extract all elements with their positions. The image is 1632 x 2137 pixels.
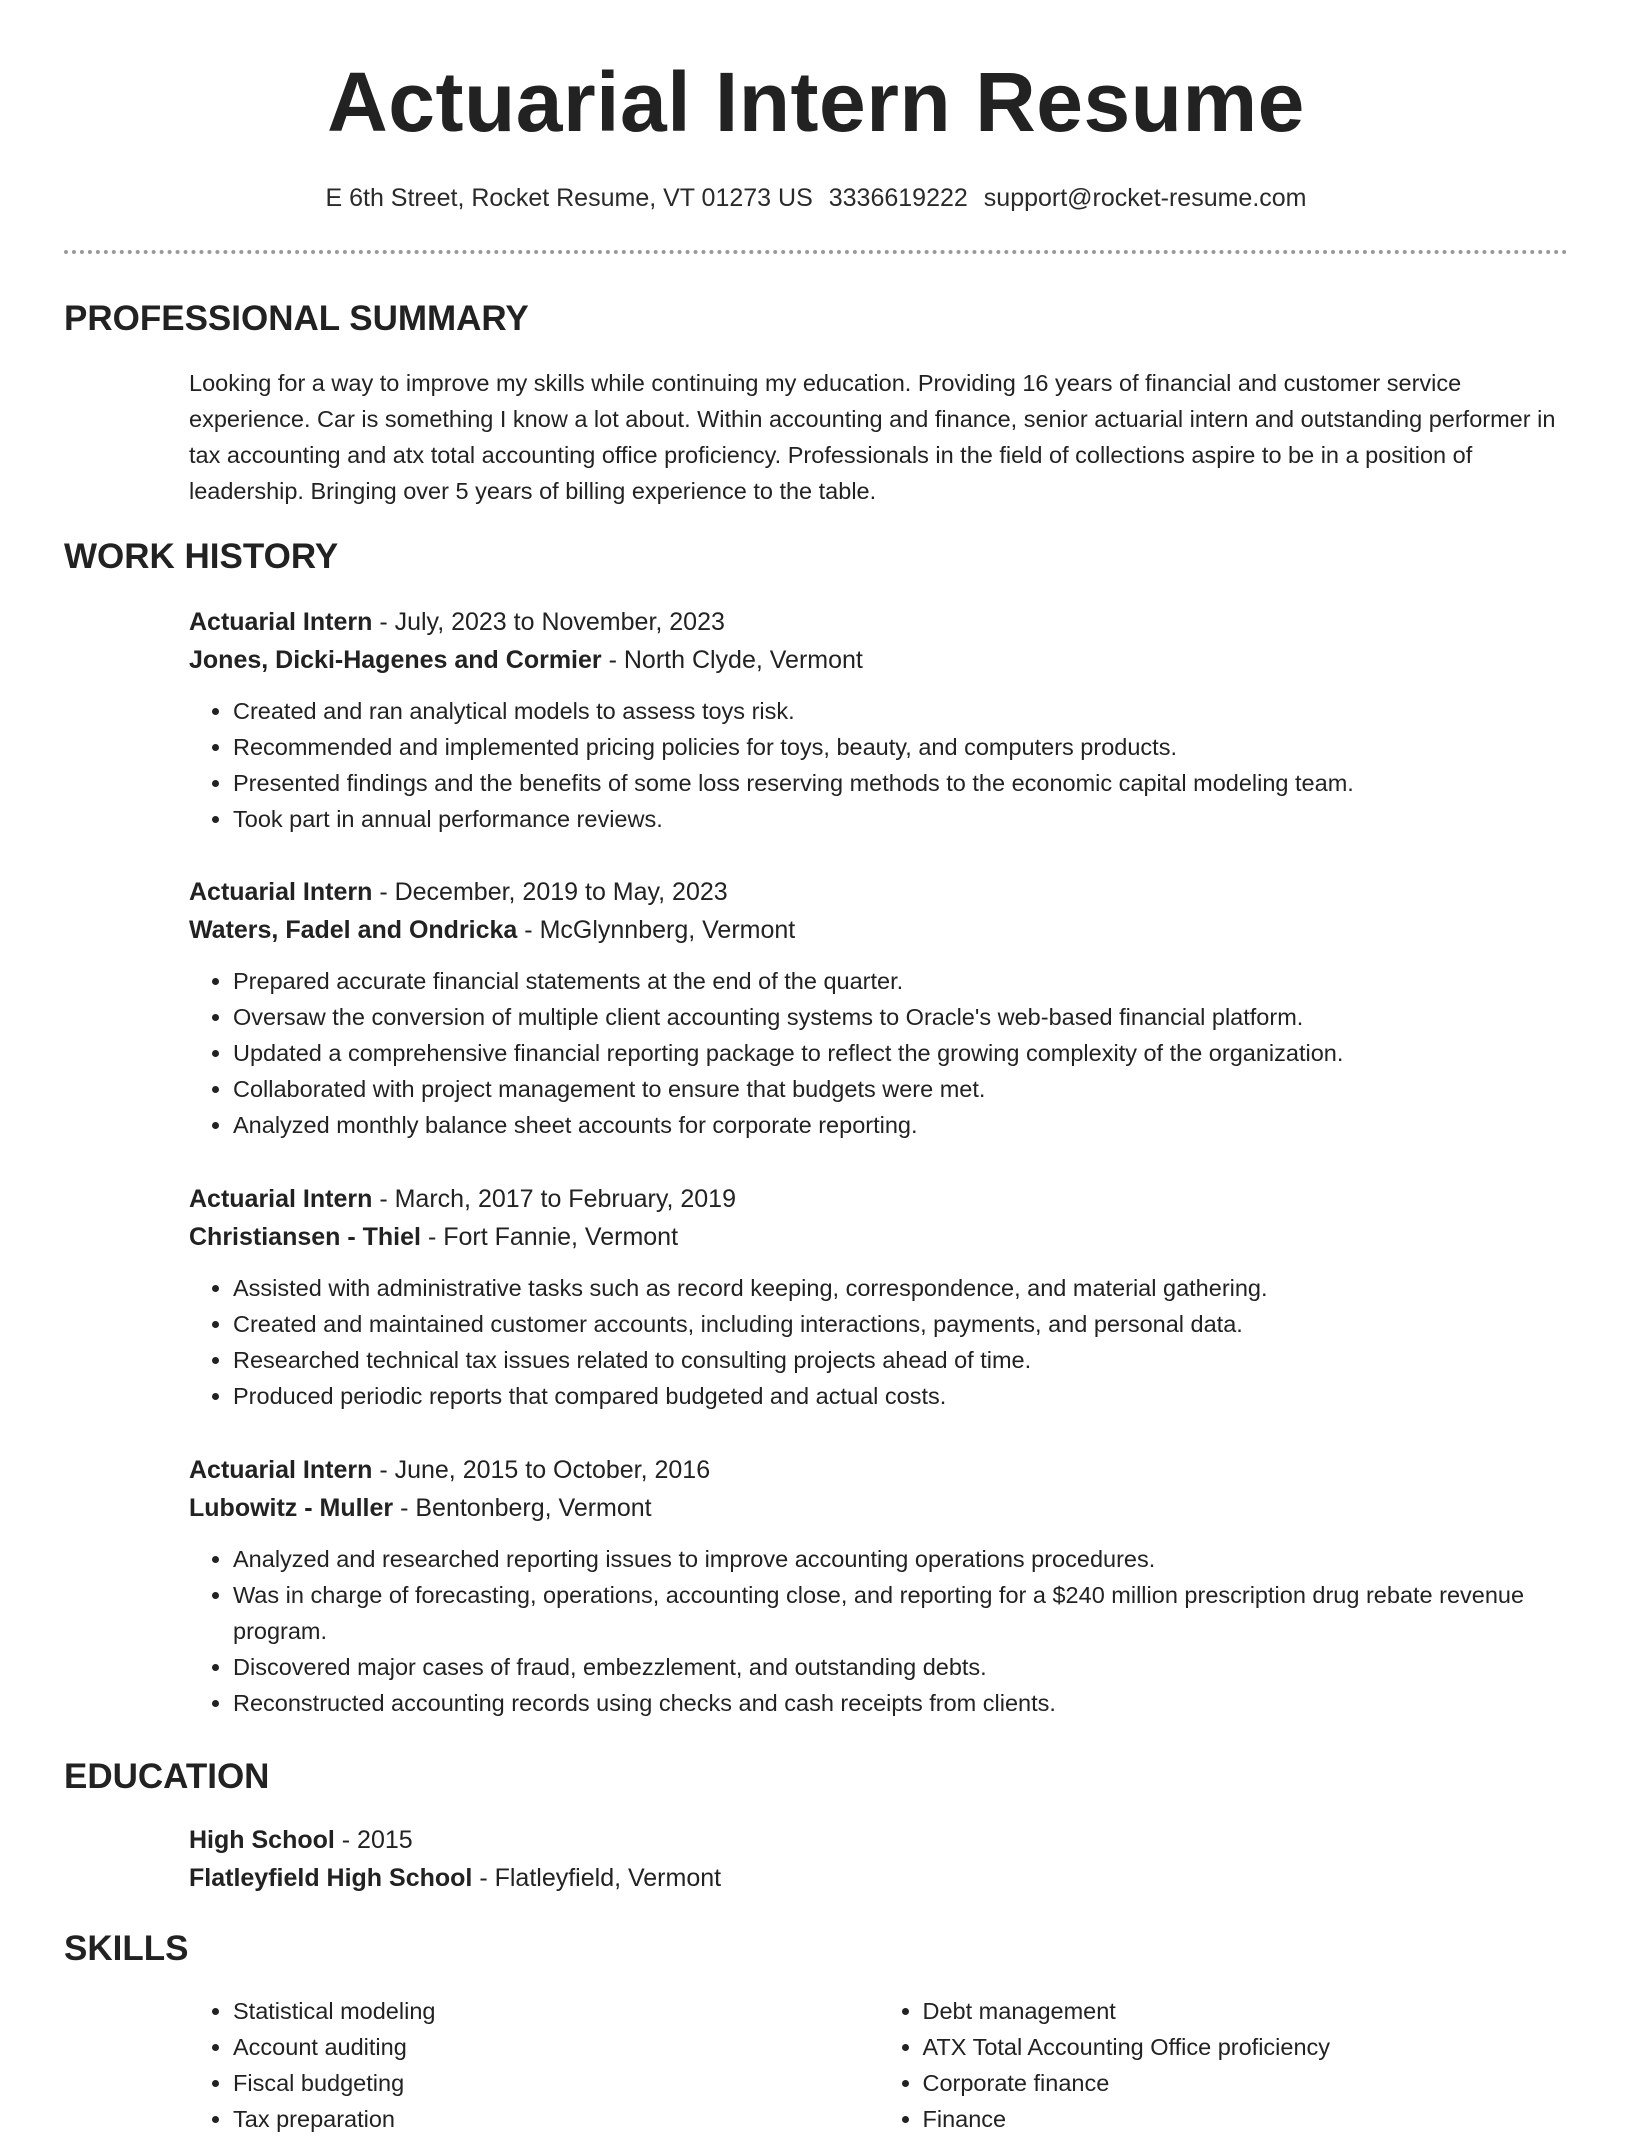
job-title-line — [189, 873, 1568, 911]
skills-section — [189, 1993, 1568, 2137]
job-location: - North Clyde, Vermont — [608, 646, 863, 674]
list-item: • Oversaw the conversion of multiple client accounting systems to Oracle's web-based financial platform. — [233, 999, 1568, 1035]
job-title: Actuarial Intern — [189, 608, 373, 636]
work-history-heading: WORK HISTORY — [64, 537, 339, 576]
list-item: • Presented findings and the benefits of some loss reserving methods to the economic capital modeling team. — [233, 765, 1568, 801]
list-item: • Took part in annual performance reviews. — [233, 801, 1568, 837]
skill-item: • Fiscal budgeting — [233, 2065, 879, 2101]
education-entry — [189, 1821, 1568, 1897]
job-dates: - June, 2015 to October, 2016 — [379, 1456, 711, 1484]
job-entry-4 — [189, 1451, 1568, 1721]
job-company: Christiansen - Thiel — [189, 1223, 421, 1251]
summary-section — [189, 365, 1568, 509]
job-company: Lubowitz - Muller — [189, 1494, 394, 1522]
job-bullets — [189, 963, 1568, 1143]
skills-columns — [189, 1993, 1568, 2137]
job-dates: - July, 2023 to November, 2023 — [379, 608, 725, 636]
education-degree: High School — [189, 1826, 335, 1854]
job-dates: - December, 2019 to May, 2023 — [379, 878, 728, 906]
job-company-line — [189, 641, 1568, 679]
list-item: • Created and maintained customer accounts, including interactions, payments, and personal data. — [233, 1306, 1568, 1342]
job-location: - McGlynnberg, Vermont — [524, 916, 796, 944]
education-location: - Flatleyfield, Vermont — [479, 1864, 722, 1892]
job-company-line — [189, 1218, 1568, 1256]
summary-text: Looking for a way to improve my skills while continuing my education. Providing 16 years of financial and customer service experience. Car is something I know a lot about. Within accounting and finance, senior actuarial intern and outstanding performer in tax accounting and atx total accounting office proficiency. Professionals in the field of collections aspire to be in a position of leadership. Bringing over 5 years of billing experience to the table. — [189, 370, 1556, 504]
list-item: • Produced periodic reports that compared budgeted and actual costs. — [233, 1378, 1568, 1414]
contact-line — [0, 180, 1632, 216]
job-title-line — [189, 1451, 1568, 1489]
skills-left-list — [189, 1993, 879, 2137]
job-location: - Fort Fannie, Vermont — [427, 1223, 679, 1251]
job-company: Waters, Fadel and Ondricka — [189, 916, 518, 944]
list-item: • Collaborated with project management to ensure that budgets were met. — [233, 1071, 1568, 1107]
job-title-line — [189, 603, 1568, 641]
job-title-line — [189, 1180, 1568, 1218]
summary-heading: PROFESSIONAL SUMMARY — [64, 299, 529, 338]
list-item: • Reconstructed accounting records using checks and cash receipts from clients. — [233, 1685, 1568, 1721]
skill-item: • ATX Total Accounting Office proficiency — [923, 2029, 1569, 2065]
job-company: Jones, Dicki-Hagenes and Cormier — [189, 646, 602, 674]
contact-address: E 6th Street, Rocket Resume, VT 01273 US — [325, 184, 813, 212]
list-item: • Was in charge of forecasting, operations, accounting close, and reporting for a $240 million prescription drug rebate revenue program. — [233, 1577, 1568, 1649]
list-item: • Created and ran analytical models to assess toys risk. — [233, 693, 1568, 729]
skills-right-column — [879, 1993, 1569, 2137]
job-bullets — [189, 693, 1568, 837]
job-location: - Bentonberg, Vermont — [400, 1494, 652, 1522]
skill-item: • Debt management — [923, 1993, 1569, 2029]
list-item: • Updated a comprehensive financial reporting package to reflect the growing complexity of the organization. — [233, 1035, 1568, 1071]
skill-item: • Corporate finance — [923, 2065, 1569, 2101]
job-company-line — [189, 911, 1568, 949]
education-school-line — [189, 1859, 1568, 1897]
job-title: Actuarial Intern — [189, 878, 373, 906]
education-degree-line — [189, 1821, 1568, 1859]
job-entry-3 — [189, 1180, 1568, 1414]
header-divider — [64, 250, 1568, 254]
list-item: • Researched technical tax issues related to consulting projects ahead of time. — [233, 1342, 1568, 1378]
skill-item: • Tax preparation — [233, 2101, 879, 2137]
job-bullets — [189, 1541, 1568, 1721]
education-school: Flatleyfield High School — [189, 1864, 473, 1892]
skill-item: • Statistical modeling — [233, 1993, 879, 2029]
list-item: • Discovered major cases of fraud, embezzlement, and outstanding debts. — [233, 1649, 1568, 1685]
list-item: • Recommended and implemented pricing policies for toys, beauty, and computers products. — [233, 729, 1568, 765]
list-item: • Analyzed and researched reporting issues to improve accounting operations procedures. — [233, 1541, 1568, 1577]
education-heading: EDUCATION — [64, 1757, 270, 1796]
skill-item: • Account auditing — [233, 2029, 879, 2065]
skill-item: • Finance — [923, 2101, 1569, 2137]
job-company-line — [189, 1489, 1568, 1527]
education-year: - 2015 — [341, 1826, 413, 1854]
list-item: • Assisted with administrative tasks such as record keeping, correspondence, and material gathering. — [233, 1270, 1568, 1306]
skills-heading: SKILLS — [64, 1929, 189, 1968]
list-item: • Prepared accurate financial statements at the end of the quarter. — [233, 963, 1568, 999]
job-title: Actuarial Intern — [189, 1456, 373, 1484]
job-title: Actuarial Intern — [189, 1185, 373, 1213]
resume-title: Actuarial Intern Resume — [327, 55, 1305, 149]
list-item: • Analyzed monthly balance sheet accounts for corporate reporting. — [233, 1107, 1568, 1143]
job-entry-2 — [189, 873, 1568, 1143]
contact-phone: 3336619222 — [828, 184, 968, 212]
skills-left-column — [189, 1993, 879, 2137]
job-entry-1 — [189, 603, 1568, 837]
contact-email: support@rocket-resume.com — [983, 184, 1307, 212]
job-bullets — [189, 1270, 1568, 1414]
skills-right-list — [879, 1993, 1569, 2137]
job-dates: - March, 2017 to February, 2019 — [379, 1185, 736, 1213]
